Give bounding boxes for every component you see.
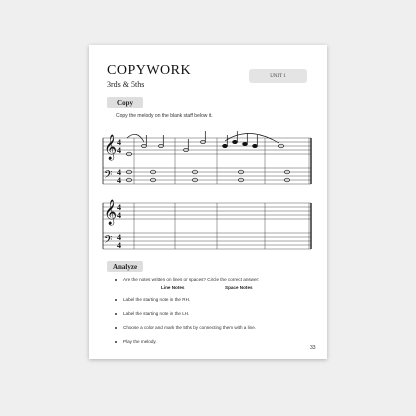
time-signature: 4 [117,233,121,242]
bass-clef-icon: 𝄢 [104,234,113,249]
time-signature: 4 [117,168,121,177]
time-signature: 4 [117,203,121,212]
treble-clef-icon: 𝄞 [104,135,118,160]
answer-options [113,285,313,297]
bass-clef-icon: 𝄢 [104,169,113,184]
space-notes-option[interactable]: Space Notes [225,285,253,290]
copy-section-label: Copy [107,97,143,108]
note [233,140,238,143]
question-item: Label the starting note in the LH. [113,311,313,325]
time-signature: 4 [117,211,121,220]
worksheet-page [89,45,327,359]
time-signature: 4 [117,138,121,147]
question-item: Label the starting note in the RH. [113,297,313,311]
time-signature: 4 [117,146,121,155]
question-item: Play the melody. [113,339,313,353]
time-signature: 4 [117,176,121,185]
treble-clef-icon: 𝄞 [104,200,118,225]
copy-instruction: Copy the melody on the blank staff below it. [116,113,213,119]
melody-barlines [134,138,311,184]
note [243,142,248,145]
question-item: Are the notes written on lines or spaces? Circle the correct answer: [113,277,313,291]
page-title: COPYWORK [107,63,192,78]
analyze-questions [113,277,313,353]
melody-notes [126,131,283,156]
line-notes-option[interactable]: Line Notes [161,285,185,290]
analyze-section-label: Analyze [107,261,143,272]
music-staves [89,45,327,275]
page-number: 33 [310,345,316,351]
unit-badge: UNIT 1 [249,69,307,83]
page-subtitle: 3rds & 5ths [107,80,145,89]
note [223,144,228,147]
question-item: Choose a color and mark the 5ths by connecting them with a line. [113,325,313,339]
time-signature: 4 [117,241,121,250]
note [253,144,258,147]
blank-barlines [134,203,311,249]
